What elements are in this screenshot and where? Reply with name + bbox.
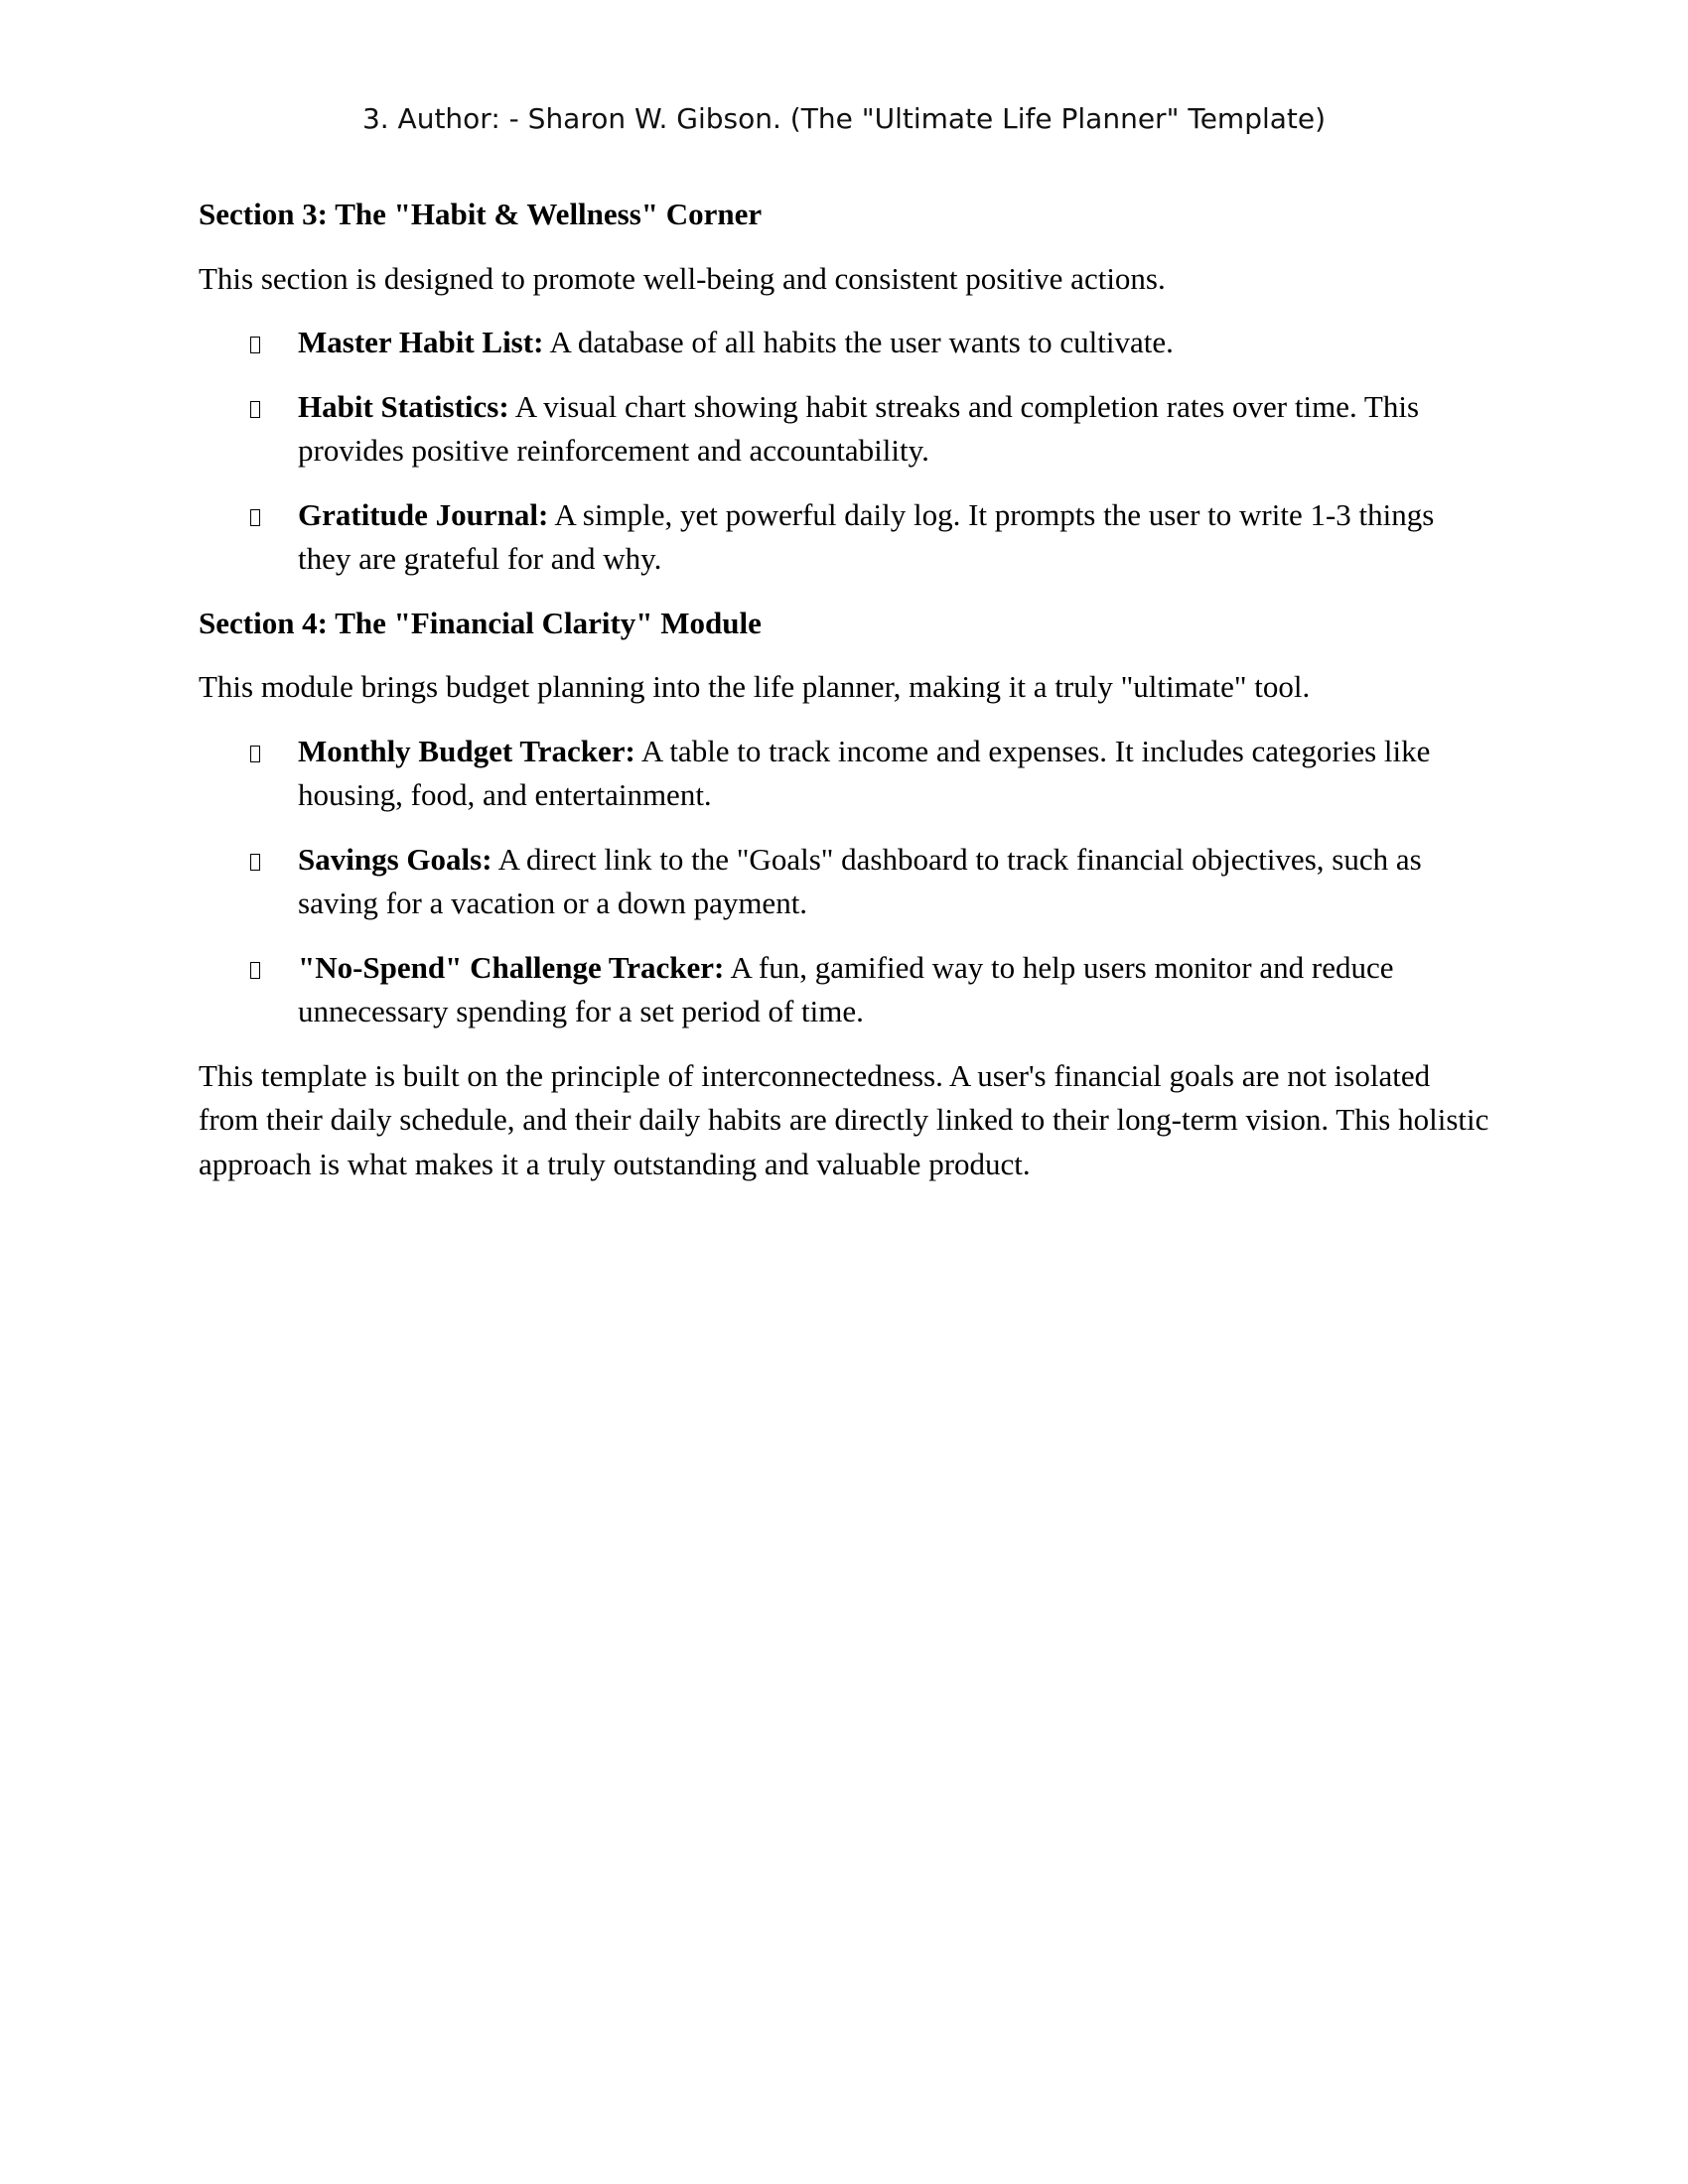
section-4-heading: Section 4: The "Financial Clarity" Module <box>199 605 762 640</box>
page-header-author-line: 3. Author: - Sharon W. Gibson. (The "Ultimate Life Planner" Template) <box>361 102 1327 135</box>
bullet-term: Habit Statistics: <box>298 388 509 424</box>
square-bullet-icon <box>250 337 260 353</box>
square-bullet-icon <box>250 962 260 979</box>
square-bullet-icon <box>250 401 260 418</box>
bullet-term: Monthly Budget Tracker: <box>298 733 635 768</box>
bullet-term: Gratitude Journal: <box>298 496 549 532</box>
bullet-term: Master Habit List: <box>298 325 544 359</box>
section-3-bullet-list <box>199 321 1489 582</box>
conclusion-paragraph: This template is built on the principle of interconnectedness. A user's financial goals are not isolated from their daily schedule, and their daily habits are directly linked to their long-term vision. This holistic approach is what makes it a truly outstanding and valuable product. <box>199 1057 1489 1181</box>
document-body <box>199 193 1489 1186</box>
section-4-bullet-list <box>199 730 1489 1034</box>
bullet-item-habit-statistics <box>199 385 1489 474</box>
square-bullet-icon <box>250 854 260 871</box>
bullet-item-no-spend-challenge-tracker <box>199 946 1489 1034</box>
section-3-heading: Section 3: The "Habit & Wellness" Corner <box>199 197 763 231</box>
bullet-text: A database of all habits the user wants to cultivate. <box>549 325 1174 359</box>
bullet-text: A table to track income and expenses. It includes categories like housing, food, and entertainment. <box>298 733 1431 812</box>
bullet-item-master-habit-list <box>199 321 1489 365</box>
bullet-text: A fun, gamified way to help users monitor and reduce unnecessary spending for a set period of time. <box>298 949 1394 1028</box>
bullet-text: A direct link to the "Goals" dashboard to track financial objectives, such as saving for a vacation or a down payment. <box>298 841 1422 920</box>
bullet-item-monthly-budget-tracker <box>199 730 1489 818</box>
square-bullet-icon <box>250 509 260 526</box>
bullet-item-savings-goals <box>199 838 1489 926</box>
bullet-text: A simple, yet powerful daily log. It prompts the user to write 1-3 things they are grateful for and why. <box>298 496 1435 576</box>
bullet-term: Savings Goals: <box>298 841 492 877</box>
square-bullet-icon <box>250 746 260 762</box>
bullet-item-gratitude-journal <box>199 493 1489 582</box>
section-3-intro: This section is designed to promote well-being and consistent positive actions. <box>199 260 1166 296</box>
bullet-text: A visual chart showing habit streaks and completion rates over time. This provides positive reinforcement and accountability. <box>298 388 1420 468</box>
bullet-term: "No-Spend" Challenge Tracker: <box>298 949 725 985</box>
section-4-intro: This module brings budget planning into the life planner, making it a truly "ultimate" tool. <box>199 669 1311 704</box>
